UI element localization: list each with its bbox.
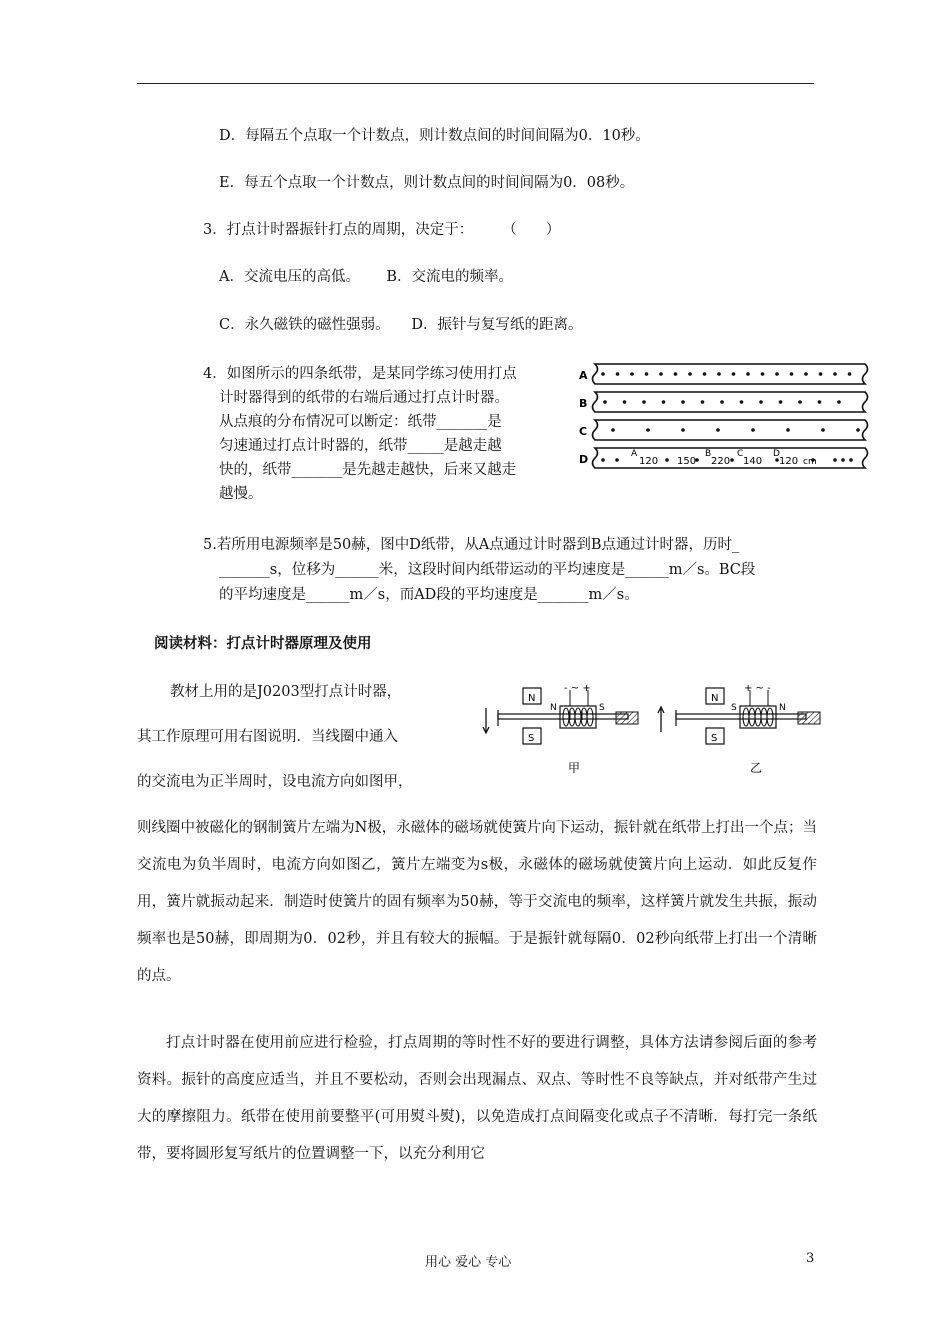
tape-dot [615, 458, 619, 462]
tape-dot [603, 400, 607, 404]
tape-dot [645, 372, 649, 376]
yi-coil-right: N [779, 703, 786, 713]
reading-p1-line1: 教材上用的是J0203型打点计时器， [170, 684, 402, 700]
reading-title: 阅读材料：打点计时器原理及使用 [154, 635, 372, 652]
tape-dot [674, 372, 678, 376]
q5-line3: 的平均速度是______m／s，而AD段的平均速度是_______m／s。 [219, 587, 639, 603]
jia-caption: 甲 [568, 761, 581, 775]
tape-dot [761, 372, 765, 376]
tape-dot [716, 428, 720, 432]
yi-magnet-s: S [711, 733, 718, 744]
tape-dot [798, 400, 802, 404]
reading-p1-line2: 其工作原理可用右图说明．当线圈中通入 [137, 729, 398, 745]
tape-dot [804, 372, 808, 376]
tape-dot [623, 400, 627, 404]
reading-p1-line3: 的交流电为正半周时，设电流方向如图甲， [137, 774, 413, 790]
tape-dot [740, 400, 744, 404]
tape-dot [616, 372, 620, 376]
timer-diagram-yi [658, 683, 820, 775]
footer-motto: 用心 爱心 专心 [425, 1255, 512, 1270]
tape-d-annotation: cm [803, 457, 817, 467]
q3-stem: 3．打点计时器振针打点的周期，决定于： （ ） [203, 222, 561, 238]
jia-coil-left: N [550, 703, 557, 713]
tape-dot [701, 400, 705, 404]
yi-magnet-n: N [711, 693, 719, 704]
tape-d-annotation: B [705, 449, 712, 459]
tape-dot [646, 428, 650, 432]
tape-label-b: B [579, 397, 588, 410]
tape-dot [790, 372, 794, 376]
tape-dot [730, 458, 734, 462]
tape-d-annotation: 120 [779, 456, 799, 467]
timer-diagram-jia [483, 683, 638, 775]
tape-dot [779, 400, 783, 404]
tape-d-annotation: 220 [711, 456, 731, 467]
jia-magnet-n: N [528, 693, 536, 704]
tape-c [593, 420, 868, 440]
tape-dot [681, 400, 685, 404]
tape-label-a: A [579, 369, 588, 382]
tape-dot [746, 372, 750, 376]
tape-dot [732, 372, 736, 376]
tape-d-annotation: A [631, 449, 638, 459]
jia-coil-right: S [599, 703, 605, 713]
tape-dot [833, 458, 837, 462]
tape-d-annotation: D [773, 449, 780, 459]
tape-dot [688, 372, 692, 376]
tape-dot [759, 400, 763, 404]
tape-dot [819, 372, 823, 376]
q3-option-ab: A．交流电压的高低。 B．交流电的频率。 [219, 269, 513, 285]
timer-principle-figure [478, 680, 830, 780]
jia-terminals: - ~ + [564, 683, 591, 694]
tape-dot [681, 428, 685, 432]
yi-coil-left: S [731, 703, 737, 713]
tape-dot [775, 372, 779, 376]
q4-line3: 从点痕的分布情况可以断定：纸带_______是 [219, 414, 502, 430]
tape-d-annotation: 140 [743, 456, 763, 467]
header-rule [137, 83, 814, 84]
reading-p1-rest: 则线圈中被磁化的钢制簧片左端为N极，永磁体的磁场就使簧片向下运动，振针就在纸带上打出一个点；当交流电为负半周时，电流方向如图乙，簧片左端变为s极，永磁体的磁场就使簧片向上运动．如此反复作用，簧片就振动起来．制造时使簧片的固有频率为50赫，等于交流电的频率，这样簧片就发生共振，振动频率也是50赫，即周期为0．02秒，并且有较大的振幅。于是振针就每隔0．02秒向纸带上打出一个清晰的点。 [137, 820, 817, 984]
tape-dot [662, 400, 666, 404]
tape-dot [848, 372, 852, 376]
tape-dot [821, 428, 825, 432]
tape-dot [659, 372, 663, 376]
jia-magnet-s: S [528, 733, 535, 744]
tape-d-annotation: 120 [639, 456, 659, 467]
tape-dot [642, 400, 646, 404]
tape-d-annotation: 150 [677, 456, 697, 467]
tape-label-c: C [579, 425, 588, 438]
tape-dot [665, 458, 669, 462]
tape-dot [786, 428, 790, 432]
tape-dot [849, 458, 853, 462]
q4-line6: 越慢。 [219, 486, 263, 502]
tape-dot [630, 372, 634, 376]
tape-dot [841, 458, 845, 462]
tape-dot [717, 372, 721, 376]
q3-option-cd: C．永久磁铁的磁性强弱。 D．振针与复写纸的距离。 [219, 317, 583, 333]
q4-line1: 4．如图所示的四条纸带，是某同学练习使用打点 [203, 366, 517, 382]
q4-line2: 计时器得到的纸带的右端后通过打点计时器。 [219, 390, 509, 406]
q2-option-e: E．每五个点取一个计数点，则计数点间的时间间隔为0．08秒。 [219, 175, 635, 191]
q4-line4: 匀速通过打点计时器的，纸带_____是越走越 [219, 438, 502, 454]
q5-line1: 5.若所用电源频率是50赫，图中D纸带，从A点通过计时器到B点通过计时器，历时_ [203, 537, 740, 553]
tape-dot [703, 372, 707, 376]
tape-dot [720, 400, 724, 404]
tape-dot [601, 458, 605, 462]
yi-caption: 乙 [750, 761, 763, 775]
tape-dot [833, 372, 837, 376]
tape-dot [751, 428, 755, 432]
q2-option-d: D．每隔五个点取一个计数点，则计数点间的时间间隔为0．10秒。 [219, 128, 650, 144]
tape-dot [611, 428, 615, 432]
tape-b [593, 392, 868, 412]
tape-d-annotation: C [737, 449, 744, 459]
tape-label-d: D [579, 453, 589, 466]
tape-dot [601, 372, 605, 376]
yi-terminals: + ~ - [744, 683, 771, 694]
tape-dot [856, 428, 860, 432]
tape-dot [818, 400, 822, 404]
q5-line2: _______s，位移为______米，这段时间内纸带运动的平均速度是______m／s。BC段 [219, 562, 756, 578]
reading-p2: 打点计时器在使用前应进行检验，打点周期的等时性不好的要进行调整，具体方法请参阅后面的参考资料。振针的高度应适当，并且不要松动，否则会出现漏点、双点、等时性不良等缺点，并对纸带产生过大的摩擦阻力。纸带在使用前要整平(可用熨斗熨)，以免造成打点间隔变化或点子不清晰．每打完一条纸带，要将圆形复写纸片的位置调整一下，以充分利用它 [137, 1035, 817, 1162]
page-number: 3 [806, 1251, 815, 1266]
q4-line5: 快的，纸带_______是先越走越快，后来又越走 [219, 462, 517, 478]
tape-dot [837, 400, 841, 404]
paper-tape-figure [577, 358, 877, 480]
